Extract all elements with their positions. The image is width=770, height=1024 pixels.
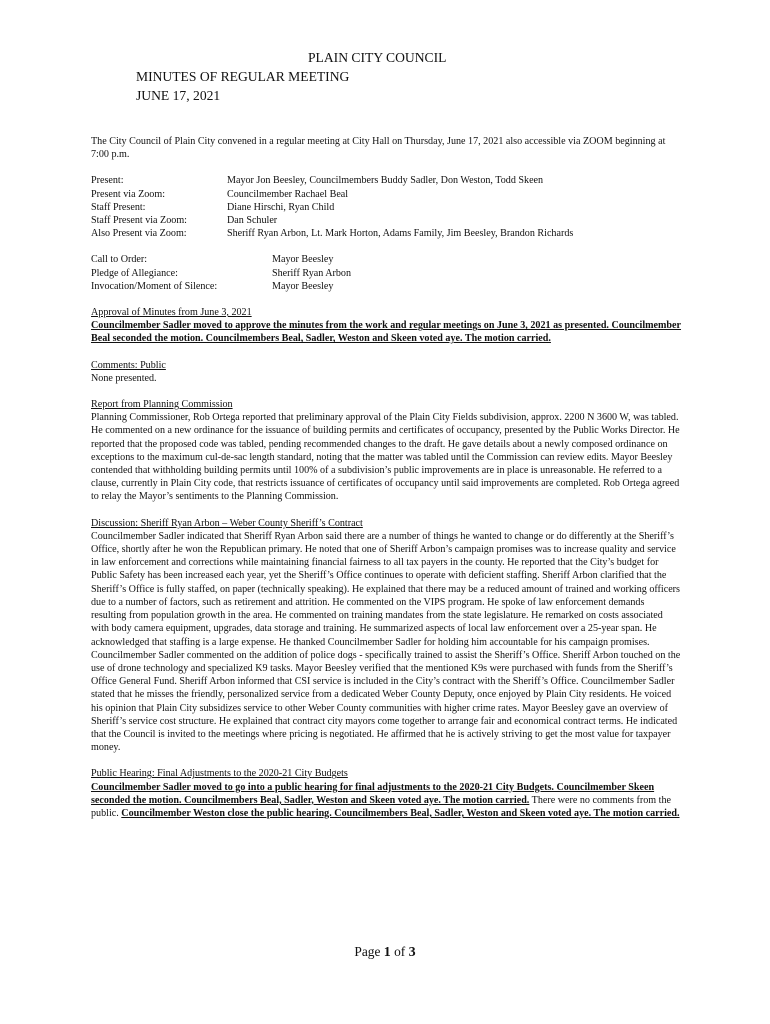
hearing-heading: Public Hearing: Final Adjustments to the 2020-21 City Budgets <box>91 768 348 780</box>
minutes-body <box>91 135 681 820</box>
attendance-label: Staff Present: <box>91 201 146 213</box>
discussion-heading: Discussion: Sheriff Ryan Arbon – Weber County Sheriff’s Contract <box>91 517 363 529</box>
opening-label: Invocation/Moment of Silence: <box>91 280 218 292</box>
opening-value: Sheriff Ryan Arbon <box>272 267 352 279</box>
page-current: 1 <box>383 945 391 960</box>
attendance-label: Present: <box>91 175 124 187</box>
attendance-label: Present via Zoom: <box>91 188 166 200</box>
planning-text: Planning Commissioner, Rob Ortega reported that preliminary approval of the Plain City Fields subdivision, approx. 2200 N 3600 W, was tabled. He commented on a new ordinance for the issuance of building permits and certificates of occupancy, presented by the Public Works Director. He reported that the proposed code was tabled, pending recommended changes to the draft. He gave details about a newly composed ordinance on exceptions to the maximum cul-de-sac length standard, noting that the matter was tabled until the Commission can review edits. Mayor Beesley contended that withholding building permits until 100% of a subdivision’s public improvements are in place is unreasonable. He referred to a clause, currently in Plain City code, that restricts issuance of certificates of occupancy until said improvements are completed. Rob Ortega agreed to relay the Mayor’s sentiments to the Planning Commission. <box>91 412 680 503</box>
hearing-motion-open: Councilmember Sadler moved to go into a public hearing for final adjustments to the 2020-21 City Budgets. Councilmember Skeen seconded the motion. Councilmembers Beal, Sadler, Weston and Skeen voted aye. The motion carried. <box>91 781 655 806</box>
comments-heading: Comments: Public <box>91 359 166 371</box>
opening-value: Mayor Beesley <box>272 280 334 292</box>
opening-value: Mayor Beesley <box>272 254 334 266</box>
attendance-label: Also Present via Zoom: <box>91 228 187 240</box>
opening-label: Pledge of Allegiance: <box>91 267 178 279</box>
attendance-value: Dan Schuler <box>227 215 278 227</box>
minutes-title: MINUTES OF REGULAR MEETING <box>136 69 350 84</box>
attendance-value: Mayor Jon Beesley, Councilmembers Buddy Sadler, Don Weston, Todd Skeen <box>227 175 544 187</box>
opening-list <box>91 253 681 293</box>
approval-section <box>91 306 681 346</box>
hearing-motion-close: Councilmember Weston close the public hearing. Councilmembers Beal, Sadler, Weston and Skeen voted aye. The motion carried. <box>121 807 680 819</box>
approval-heading: Approval of Minutes from June 3, 2021 <box>91 307 252 319</box>
attendance-value: Sheriff Ryan Arbon, Lt. Mark Horton, Adams Family, Jim Beesley, Brandon Richards <box>227 228 574 240</box>
page-total: 3 <box>408 945 416 960</box>
attendance-label: Staff Present via Zoom: <box>91 215 187 227</box>
discussion-text: Councilmember Sadler indicated that Sheriff Ryan Arbon said there are a number of things he wanted to change or do differently at the Sheriff’s Office, shortly after he won the Republican primary. He noted that one of Sheriff Arbon’s campaign promises was to increase quality and service in law enforcement and corrections while maintaining financial fairness to all tax payers in the county. He reported that the City’s budget for Public Safety has been increased each year, yet the Sheriff’s Office continues to operate with deficient staffing. Sheriff Arbon clarified that the Sheriff’s Office is fully staffed, on paper (technically speaking). He explained that there may be a reduced amount of trained and working officers due to a number of factors, such as retirement and attrition. He commented on the VIPS program. He spoke of law enforcement demands resulting from population growth in the area. He commented on training mandates from the state legislature. He remarked on costs associated with body camera equipment, upgrades, data storage and training. He summarized aspects of local law enforcement over a 25-year span. He acknowledged that staffing is a large expense. He thanked Councilmember Sadler for holding him accountable for his campaign promises. Councilmember Sadler commented on the addition of police dogs - specifically trained to assist the Sheriff’s Office. Sheriff Arbon touched on the use of drone technology and specialized K9 tasks. Mayor Beesley verified that the mentioned K9s were purchased with funds from the Sheriff’s Office General Fund. Sheriff Arbon informed that CSI service is included in the City’s contract with the Sheriff’s Office. Councilmember Sadler stated that he misses the friendly, personalized service from a dedicated Weber County Deputy, once enjoyed by Plain City residents. He voiced his opinion that Plain City subsidizes service to other Weber County communities with higher crime rates. Mayor Beesley gave an overview of Sheriff’s service cost structure. He explained that contract city mayors come together to arrange fair and economical contract terms. He indicated that the Council is invited to the meetings where pricing is negotiated. He affirmed that he is actively striving to get the most value for taxpayer money. <box>91 530 681 754</box>
attendance-value: Diane Hirschi, Ryan Child <box>227 201 335 213</box>
minutes-header <box>136 48 446 105</box>
hearing-note: There were no comments from the public. <box>91 794 671 819</box>
intro-paragraph: The City Council of Plain City convened in a regular meeting at City Hall on Thursday, June 17, 2021 also accessible via ZOOM beginning at 7:00 p.m. <box>91 136 666 161</box>
hearing-paragraph <box>91 781 681 821</box>
comments-text: None presented. <box>91 372 157 384</box>
approval-motion: Councilmember Sadler moved to approve the minutes from the work and regular meetings on June 3, 2021 as presented. Councilmember Beal seconded the motion. Councilmembers Beal, Sadler, Weston and Skeen voted aye. The motion carried. <box>91 320 682 345</box>
opening-label: Call to Order: <box>91 254 148 266</box>
planning-heading: Report from Planning Commission <box>91 399 233 411</box>
comments-section <box>91 359 681 385</box>
page-prefix: Page <box>354 944 384 959</box>
page-footer <box>0 944 770 961</box>
page-of: of <box>390 944 409 959</box>
meeting-date: JUNE 17, 2021 <box>136 88 221 103</box>
planning-section <box>91 398 681 504</box>
attendance-list <box>91 174 681 240</box>
attendance-value: Councilmember Rachael Beal <box>227 188 349 200</box>
discussion-section <box>91 517 681 755</box>
hearing-section <box>91 767 681 820</box>
council-title: PLAIN CITY COUNCIL <box>308 50 447 65</box>
